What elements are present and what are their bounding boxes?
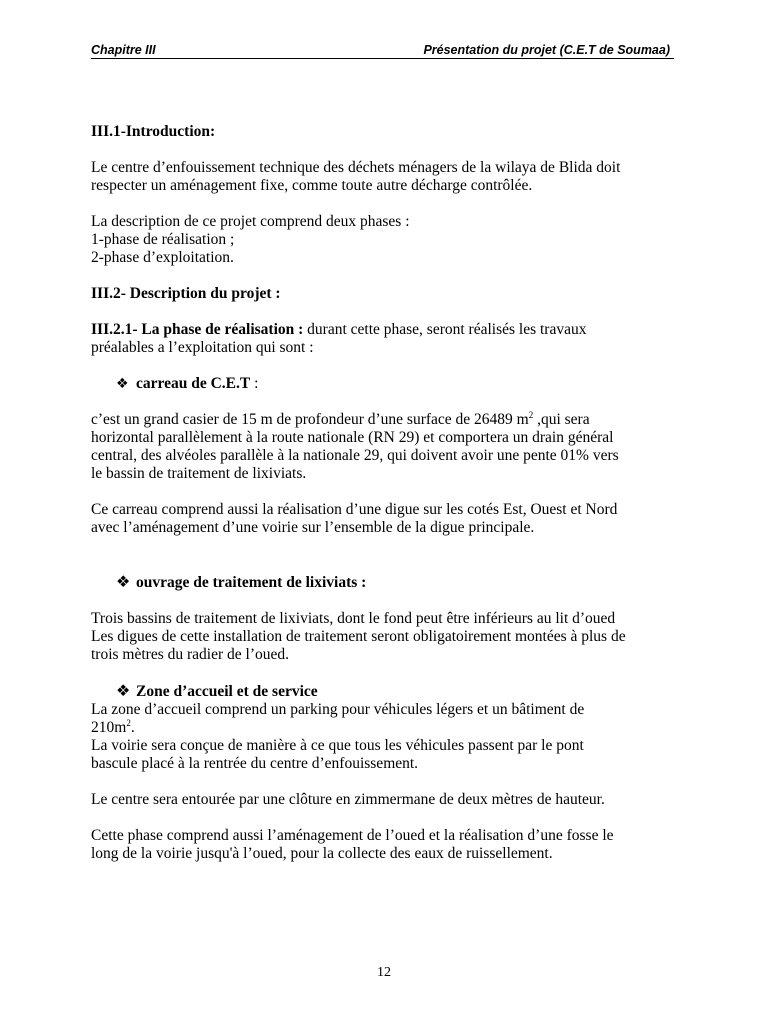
intro-paragraph-1 xyxy=(91,159,681,195)
subsection-realisation xyxy=(91,321,681,357)
header-title: Présentation du projet (C.E.T de Soumaa) xyxy=(423,43,670,57)
diamond-bullet-icon: ❖ xyxy=(116,572,131,591)
text-line: c’est un grand casier de 15 m de profondeur d’une surface de 26489 m xyxy=(91,411,529,428)
text-line: La zone d’accueil comprend un parking pour véhicules légers et un bâtiment de xyxy=(91,701,585,718)
section-heading-description: III.2- Description du projet : xyxy=(91,285,281,302)
bullet-label: carreau de C.E.T xyxy=(136,375,251,392)
bullet-carreau xyxy=(91,375,681,393)
page-header xyxy=(91,42,674,59)
text-line: ,qui sera xyxy=(533,411,590,428)
bullet-zone-accueil xyxy=(91,682,681,701)
bullet-label: ouvrage de traitement de lixiviats : xyxy=(136,574,367,591)
text-line: Trois bassins de traitement de lixiviats, dont le fond peut être inférieurs au lit d’oued xyxy=(91,610,616,627)
text-line: La description de ce projet comprend deux phases : xyxy=(91,213,410,230)
text-line: 210m xyxy=(91,719,127,736)
text-line: durant cette phase, seront réalisés les travaux xyxy=(303,321,587,338)
text-line: Le centre sera entourée par une clôture en zimmermane de deux mètres de hauteur. xyxy=(91,791,605,808)
text-line: horizontal parallèlement à la route nationale (RN 29) et comportera un drain général xyxy=(91,429,614,446)
carreau-paragraph-2 xyxy=(91,501,681,537)
text-line: le bassin de traitement de lixiviats. xyxy=(91,465,307,482)
text-line: . xyxy=(130,719,135,736)
text-line: central, des alvéoles parallèle à la nationale 29, qui doivent avoir une pente 01% vers xyxy=(91,447,619,464)
ouvrage-paragraph xyxy=(91,610,681,664)
text-line: trois mètres du radier de l’oued. xyxy=(91,646,289,663)
bullet-ouvrage xyxy=(91,573,681,592)
text-line: 2-phase d’exploitation. xyxy=(91,249,234,266)
page-number: 12 xyxy=(377,965,391,980)
diamond-bullet-icon: ❖ xyxy=(116,681,131,700)
text-line: bascule placé à la rentrée du centre d’enfouissement. xyxy=(91,755,419,772)
text-line: long de la voirie jusqu'à l’oued, pour la collecte des eaux de ruissellement. xyxy=(91,845,553,862)
carreau-paragraph-1 xyxy=(91,411,681,483)
subsection-heading: III.2.1- La phase de réalisation : xyxy=(91,321,304,338)
text-line: respecter un aménagement fixe, comme toute autre décharge contrôlée. xyxy=(91,177,533,194)
text-line: Le centre d’enfouissement technique des déchets ménagers de la wilaya de Blida doit xyxy=(91,159,621,176)
bullet-suffix: : xyxy=(250,375,259,392)
text-line: Ce carreau comprend aussi la réalisation d’une digue sur les cotés Est, Ouest et Nord xyxy=(91,501,618,518)
text-line: La voirie sera conçue de manière à ce que tous les véhicules passent par le pont xyxy=(91,737,584,754)
text-line: Cette phase comprend aussi l’aménagement de l’oued et la réalisation d’une fosse le xyxy=(91,827,614,844)
page-content xyxy=(91,123,681,863)
zone-paragraph-3 xyxy=(91,827,681,863)
text-line: avec l’aménagement d’une voirie sur l’ensemble de la digue principale. xyxy=(91,519,535,536)
superscript: 2 xyxy=(528,410,534,420)
zone-paragraph-1 xyxy=(91,701,681,773)
diamond-bullet-icon: ❖ xyxy=(116,376,129,392)
zone-paragraph-2 xyxy=(91,791,681,809)
section-heading-introduction: III.1-Introduction: xyxy=(91,123,216,140)
bullet-label: Zone d’accueil et de service xyxy=(136,683,318,700)
superscript: 2 xyxy=(126,718,131,728)
text-line: préalables a l’exploitation qui sont : xyxy=(91,339,314,356)
text-line: Les digues de cette installation de traitement seront obligatoirement montées à plus de xyxy=(91,628,626,645)
chapter-label: Chapitre III xyxy=(91,43,156,57)
text-line: 1-phase de réalisation ; xyxy=(91,231,235,248)
intro-paragraph-2 xyxy=(91,213,681,267)
